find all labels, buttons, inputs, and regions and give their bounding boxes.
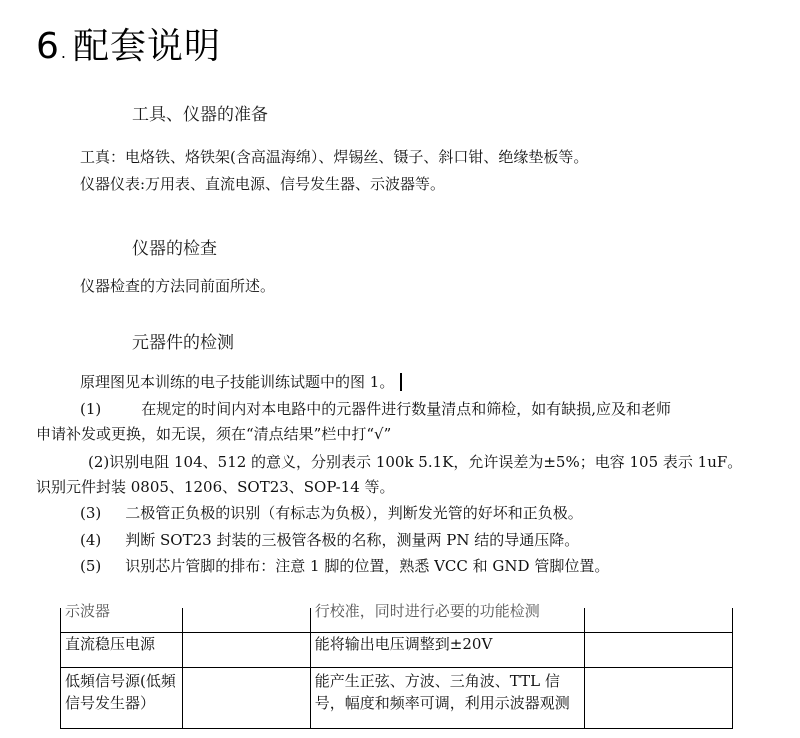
item-4 bbox=[80, 529, 579, 550]
item-1-number: (1) bbox=[80, 400, 102, 418]
item-1-text: 在规定的时间内对本电路中的元器件进行数量清点和筛检，如有缺损,应及和老师 bbox=[141, 400, 672, 418]
check-heading: 仪器的检查 bbox=[132, 239, 217, 259]
parts-intro[interactable] bbox=[80, 371, 402, 392]
item-1-line-1 bbox=[80, 398, 671, 419]
section-dot: . bbox=[60, 43, 67, 62]
page-title bbox=[36, 18, 221, 69]
table-cell-desc: 行校准，同时进行必要的功能检测 bbox=[310, 608, 585, 633]
item-4-text: 判断 SOT23 封装的三极管各极的名称，测量两 PN 结的导通压降。 bbox=[125, 531, 580, 549]
item-1-line-2: 申请补发或更换，如无误，须在“清点结果”栏中打“√” bbox=[36, 425, 392, 443]
item-2-line-1: (2)识别电阻 104、512 的意义，分别表示 100k 5.1K，允许误差为±5%；电容 105 表示 1uF。 bbox=[88, 453, 743, 471]
check-line: 仪器检查的方法同前面所述。 bbox=[80, 277, 276, 295]
table-cell bbox=[182, 633, 310, 668]
text-cursor bbox=[400, 373, 402, 391]
instruments-line: 仪器仪表:万用表、直流电源、信号发生器、示波器等。 bbox=[80, 175, 446, 193]
item-4-number: (4) bbox=[80, 531, 102, 549]
section-title: 配套说明 bbox=[73, 26, 222, 67]
table-row bbox=[61, 668, 733, 729]
item-5-text: 识别芯片管脚的排布：注意 1 脚的位置，熟悉 VCC 和 GND 管脚位置。 bbox=[125, 557, 610, 575]
table-cell-name: 示波器 bbox=[61, 608, 183, 633]
parts-intro-text: 原理图见本训练的电子技能训练试题中的图 1。 bbox=[80, 373, 395, 391]
table-cell-desc: 能产生正弦、方波、三角波、TTL 信号，幅度和频率可调，利用示波器观测 bbox=[310, 668, 585, 729]
section-number: 6 bbox=[36, 26, 60, 67]
item-3-number: (3) bbox=[80, 504, 102, 522]
table-cell bbox=[182, 668, 310, 729]
item-3 bbox=[80, 502, 583, 523]
table-cell bbox=[585, 608, 733, 633]
equipment-table bbox=[60, 602, 733, 729]
table-cell bbox=[585, 633, 733, 668]
tools-heading: 工具、仪器的准备 bbox=[132, 105, 268, 125]
tools-line: 工真：电烙铁、烙铁架(含高温海绵）、焊锡丝、镊子、斜口钳、绝缘垫板等。 bbox=[80, 148, 589, 166]
table-row bbox=[61, 633, 733, 668]
item-5 bbox=[80, 555, 609, 576]
table-row bbox=[61, 608, 733, 633]
table-cell bbox=[182, 608, 310, 633]
table-cell-desc: 能将输出电压调整到±20V bbox=[310, 633, 585, 668]
table-cell bbox=[585, 668, 733, 729]
table-cell-name: 直流稳压电源 bbox=[61, 633, 183, 668]
table-cell-name: 低頻信号源(低頻信号发生器） bbox=[61, 668, 183, 729]
item-2-line-2: 识别元件封装 0805、1206、SOT23、SOP-14 等。 bbox=[36, 478, 395, 496]
item-5-number: (5) bbox=[80, 557, 102, 575]
item-3-text: 二极管正负极的识别（有标志为负极），判断发光管的好坏和正负极。 bbox=[125, 504, 583, 522]
parts-heading: 元器件的检测 bbox=[132, 333, 234, 353]
